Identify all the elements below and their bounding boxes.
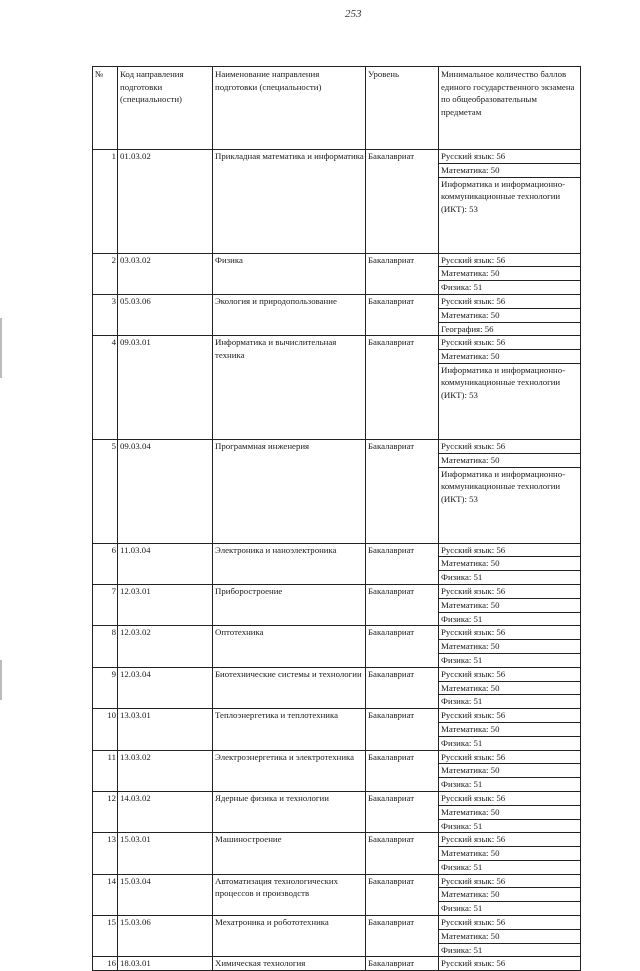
row-number: 10 <box>93 709 118 750</box>
direction-name: Информатика и вычислительная техника <box>213 336 366 440</box>
education-level: Бакалавриат <box>366 709 439 750</box>
direction-name: Физика <box>213 253 366 294</box>
table-row <box>93 253 581 267</box>
row-number: 5 <box>93 439 118 543</box>
direction-code: 13.03.01 <box>118 709 213 750</box>
min-score-item: Математика: 50 <box>439 764 581 778</box>
min-score-item: Русский язык: 56 <box>439 294 581 308</box>
education-level: Бакалавриат <box>366 667 439 708</box>
min-score-item: Математика: 50 <box>439 163 581 177</box>
min-score-item: Русский язык: 56 <box>439 916 581 930</box>
direction-code: 11.03.04 <box>118 543 213 584</box>
table-row <box>93 791 581 805</box>
education-level: Бакалавриат <box>366 543 439 584</box>
min-score-item: Физика: 51 <box>439 778 581 792</box>
table-row <box>93 833 581 847</box>
direction-name: Электроэнергетика и электротехника <box>213 750 366 791</box>
min-score-item: Физика: 51 <box>439 281 581 295</box>
min-score-item: Информатика и информационно-коммуникационные технологии (ИКТ): 53 <box>439 177 581 253</box>
min-score-item: Русский язык: 56 <box>439 957 581 971</box>
table-row <box>93 626 581 640</box>
table-row <box>93 709 581 723</box>
row-number: 6 <box>93 543 118 584</box>
education-level: Бакалавриат <box>366 336 439 440</box>
education-level: Бакалавриат <box>366 750 439 791</box>
table-row <box>93 916 581 930</box>
min-score-item: Физика: 51 <box>439 902 581 916</box>
table-row <box>93 150 581 164</box>
direction-code: 09.03.01 <box>118 336 213 440</box>
direction-code: 01.03.02 <box>118 150 213 254</box>
min-score-item: Математика: 50 <box>439 598 581 612</box>
row-number: 3 <box>93 294 118 335</box>
table-row <box>93 336 581 350</box>
direction-name: Оптотехника <box>213 626 366 667</box>
table-row <box>93 584 581 598</box>
min-score-item: Русский язык: 56 <box>439 626 581 640</box>
direction-code: 03.03.02 <box>118 253 213 294</box>
min-score-item: Русский язык: 56 <box>439 150 581 164</box>
direction-code: 15.03.06 <box>118 916 213 957</box>
min-score-item: Математика: 50 <box>439 805 581 819</box>
min-score-item: Математика: 50 <box>439 350 581 364</box>
direction-code: 09.03.04 <box>118 439 213 543</box>
direction-code: 12.03.01 <box>118 584 213 625</box>
min-score-item: Математика: 50 <box>439 722 581 736</box>
direction-name: Ядерные физика и технологии <box>213 791 366 832</box>
min-score-item: Физика: 51 <box>439 695 581 709</box>
table-row <box>93 543 581 557</box>
education-level: Бакалавриат <box>366 916 439 957</box>
direction-name: Автоматизация технологических процессов и производств <box>213 874 366 915</box>
min-score-item: Русский язык: 56 <box>439 791 581 805</box>
header-code: Код направления подготовки (специальности) <box>118 67 213 150</box>
direction-name: Электроника и наноэлектроника <box>213 543 366 584</box>
direction-name: Теплоэнергетика и теплотехника <box>213 709 366 750</box>
min-score-item: Математика: 50 <box>439 888 581 902</box>
direction-code: 14.03.02 <box>118 791 213 832</box>
direction-name: Экология и природопользование <box>213 294 366 335</box>
education-level: Бакалавриат <box>366 957 439 971</box>
scan-margin-mark <box>0 660 2 700</box>
header-scores: Минимальное количество баллов единого государственного экзамена по общеобразовательным предметам <box>439 67 581 150</box>
min-score-item: Русский язык: 56 <box>439 584 581 598</box>
min-score-item: Математика: 50 <box>439 681 581 695</box>
direction-name: Мехатроника и робототехника <box>213 916 366 957</box>
min-score-item: Русский язык: 56 <box>439 874 581 888</box>
min-score-item: География: 56 <box>439 322 581 336</box>
min-score-item: Физика: 51 <box>439 736 581 750</box>
row-number: 7 <box>93 584 118 625</box>
min-score-item: Математика: 50 <box>439 847 581 861</box>
direction-name: Программная инженерия <box>213 439 366 543</box>
min-score-item: Информатика и информационно-коммуникационные технологии (ИКТ): 53 <box>439 467 581 543</box>
direction-name: Химическая технология <box>213 957 366 971</box>
min-score-item: Математика: 50 <box>439 267 581 281</box>
min-score-item: Математика: 50 <box>439 929 581 943</box>
education-level: Бакалавриат <box>366 791 439 832</box>
page-number: 253 <box>345 8 362 20</box>
row-number: 8 <box>93 626 118 667</box>
min-score-item: Математика: 50 <box>439 308 581 322</box>
min-score-item: Информатика и информационно-коммуникационные технологии (ИКТ): 53 <box>439 363 581 439</box>
min-score-item: Русский язык: 56 <box>439 439 581 453</box>
header-level: Уровень <box>366 67 439 150</box>
header-name: Наименование направления подготовки (специальности) <box>213 67 366 150</box>
row-number: 15 <box>93 916 118 957</box>
row-number: 2 <box>93 253 118 294</box>
min-score-item: Физика: 51 <box>439 653 581 667</box>
direction-code: 18.03.01 <box>118 957 213 971</box>
min-score-item: Русский язык: 56 <box>439 543 581 557</box>
table-row <box>93 439 581 453</box>
direction-name: Прикладная математика и информатика <box>213 150 366 254</box>
row-number: 11 <box>93 750 118 791</box>
min-score-item: Математика: 50 <box>439 557 581 571</box>
table-row <box>93 667 581 681</box>
min-score-item: Физика: 51 <box>439 860 581 874</box>
row-number: 1 <box>93 150 118 254</box>
row-number: 16 <box>93 957 118 971</box>
education-level: Бакалавриат <box>366 626 439 667</box>
direction-code: 15.03.04 <box>118 874 213 915</box>
table-row <box>93 874 581 888</box>
education-level: Бакалавриат <box>366 439 439 543</box>
education-level: Бакалавриат <box>366 874 439 915</box>
scan-margin-mark <box>0 318 2 378</box>
education-level: Бакалавриат <box>366 584 439 625</box>
min-score-item: Физика: 51 <box>439 819 581 833</box>
header-num: № <box>93 67 118 150</box>
direction-code: 12.03.02 <box>118 626 213 667</box>
education-level: Бакалавриат <box>366 833 439 874</box>
admission-scores-table <box>92 66 581 971</box>
min-score-item: Русский язык: 56 <box>439 750 581 764</box>
row-number: 14 <box>93 874 118 915</box>
min-score-item: Русский язык: 56 <box>439 667 581 681</box>
direction-name: Приборостроение <box>213 584 366 625</box>
min-score-item: Русский язык: 56 <box>439 833 581 847</box>
table-header-row <box>93 67 581 150</box>
education-level: Бакалавриат <box>366 150 439 254</box>
table-row <box>93 957 581 971</box>
row-number: 4 <box>93 336 118 440</box>
min-score-item: Математика: 50 <box>439 453 581 467</box>
direction-code: 05.03.06 <box>118 294 213 335</box>
direction-name: Биотехнические системы и технологии <box>213 667 366 708</box>
education-level: Бакалавриат <box>366 294 439 335</box>
min-score-item: Физика: 51 <box>439 571 581 585</box>
min-score-item: Физика: 51 <box>439 943 581 957</box>
direction-code: 15.03.01 <box>118 833 213 874</box>
row-number: 9 <box>93 667 118 708</box>
min-score-item: Русский язык: 56 <box>439 709 581 723</box>
row-number: 13 <box>93 833 118 874</box>
min-score-item: Математика: 50 <box>439 640 581 654</box>
direction-code: 12.03.04 <box>118 667 213 708</box>
min-score-item: Физика: 51 <box>439 612 581 626</box>
education-level: Бакалавриат <box>366 253 439 294</box>
min-score-item: Русский язык: 56 <box>439 336 581 350</box>
table-row <box>93 750 581 764</box>
table-row <box>93 294 581 308</box>
direction-code: 13.03.02 <box>118 750 213 791</box>
row-number: 12 <box>93 791 118 832</box>
direction-name: Машиностроение <box>213 833 366 874</box>
min-score-item: Русский язык: 56 <box>439 253 581 267</box>
table-body <box>93 150 581 971</box>
